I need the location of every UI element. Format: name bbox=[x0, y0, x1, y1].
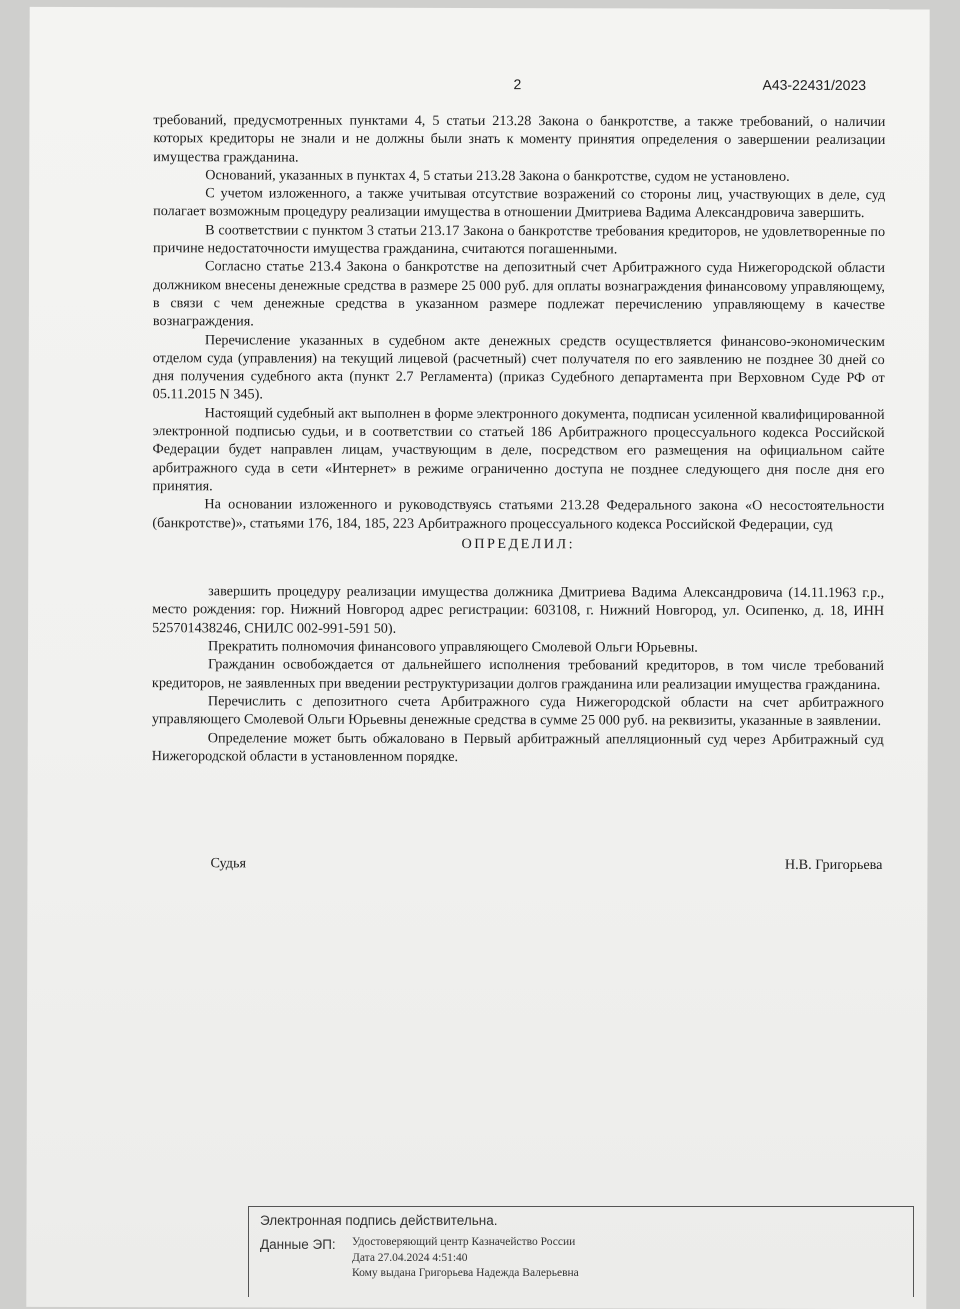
signature-details bbox=[352, 1235, 579, 1282]
decision-item: Гражданин освобождается от дальнейшего исполнения требований кредиторов, в том числе требований кредиторов, не заявленных при введении реструктуризации долгов гражданина или реализации имущества гражданина. bbox=[151, 656, 885, 693]
decision-item: Перечислить с депозитного счета Арбитражного суда Нижегородской области на счет арбитражного управляющего Смолевой Ольги Юрьевны денежные средства в сумме 25 000 руб. на реквизиты, указанные в заявлении. bbox=[151, 693, 884, 730]
paragraph: Перечисление указанных в судебном акте денежных средств осуществляется финансово-экономическим отделом суда (управления) на текущий лицевой (расчетный) счет получателя по его заявлению не позднее 30 дней со дня получения судебного акта (пункт 2.7 Регламента) (приказ Судебного департамента при Верховном Суде РФ от 05.11.2015 N 345). bbox=[152, 331, 885, 403]
e-signature-stamp bbox=[248, 1206, 914, 1297]
decision-item: Прекратить полномочия финансового управляющего Смолевой Ольги Юрьевны. bbox=[208, 638, 698, 656]
signature-valid-text: Электронная подпись действительна. bbox=[260, 1213, 498, 1228]
document-page bbox=[26, 7, 929, 1309]
signature-issuer: Удостоверяющий центр Казначейство России bbox=[352, 1236, 576, 1248]
paragraph: Настоящий судебный акт выполнен в форме электронного документа, подписан усиленной квалифицированной электронной подписью судьи, и в соответствии со статьей 186 Арбитражного процессуального кодекса Российской Федерации будет направлен лицам, участвующим в деле, посредством его размещения на официальном сайте арбитражного суда в сети «Интернет» в режиме ограниченно доступа не позднее следующего дня после дня его принятия. bbox=[152, 405, 885, 495]
document-body bbox=[152, 111, 886, 767]
paragraph: Оснований, указанных в пунктах 4, 5 статьи 213.28 Закона о банкротстве, судом не установлено. bbox=[205, 167, 790, 185]
ruling-heading: ОПРЕДЕЛИЛ: bbox=[461, 535, 576, 553]
paragraph: В соответствии с пунктом 3 статьи 213.17 Закона о банкротстве требования кредиторов, не удовлетворенные по причине недостаточности имущества гражданина, считаются погашенными. bbox=[153, 222, 886, 258]
signature-block bbox=[210, 855, 882, 874]
paragraph: Согласно статье 213.4 Закона о банкротстве на депозитный счет Арбитражного суда Нижегородской области должником внесены денежные средства в размере 25 000 руб. для оплаты вознаграждения финансовому управляющему, в связи с чем денежные средства в указанном размере подлежат перечислению управляющему в качестве вознаграждения. bbox=[152, 258, 886, 330]
decision-item: завершить процедуру реализации имущества должника Дмитриева Вадима Александровича (14.11.1963 г.р., место рождения: гор. Нижний Новгород адрес регистрации: 603108, г. Нижний Новгород, ул. Осипенко, д. 18, ИНН 525701438246, СНИЛС 002-991-591 50). bbox=[152, 583, 885, 637]
page-number: 2 bbox=[513, 76, 522, 93]
paragraph: На основании изложенного и руководствуясь статьями 213.28 Федерального закона «О несостоятельности (банкротстве)», статьями 176, 184, 185, 223 Арбитражного процессуального кодекса Российской Федерации, суд bbox=[152, 496, 885, 533]
case-number: А43-22431/2023 bbox=[762, 76, 867, 94]
paragraph: С учетом изложенного, а также учитывая отсутствие возражений со стороны лиц, участвующих в деле, суд полагает возможным процедуру реализации имущества в отношении Дмитриева Вадима Александровича завершить. bbox=[153, 185, 886, 222]
decision-item: Определение может быть обжаловано в Первый арбитражный апелляционный суд через Арбитражный суд Нижегородской области в установленном порядке. bbox=[151, 729, 884, 765]
judge-name: Н.В. Григорьева bbox=[784, 856, 883, 874]
paragraph: требований, предусмотренных пунктами 4, 5 статьи 213.28 Закона о банкротстве, а также требований, о наличии которых кредиторы не знали и не должны были знать к моменту принятия определения о завершении реализации имущества гражданина. bbox=[153, 112, 886, 166]
signature-date: Дата 27.04.2024 4:51:40 bbox=[352, 1251, 468, 1264]
signature-issued-to: Кому выдана Григорьева Надежда Валерьевна bbox=[352, 1267, 579, 1279]
signature-data-label: Данные ЭП: bbox=[260, 1237, 336, 1252]
judge-role: Судья bbox=[210, 855, 247, 872]
